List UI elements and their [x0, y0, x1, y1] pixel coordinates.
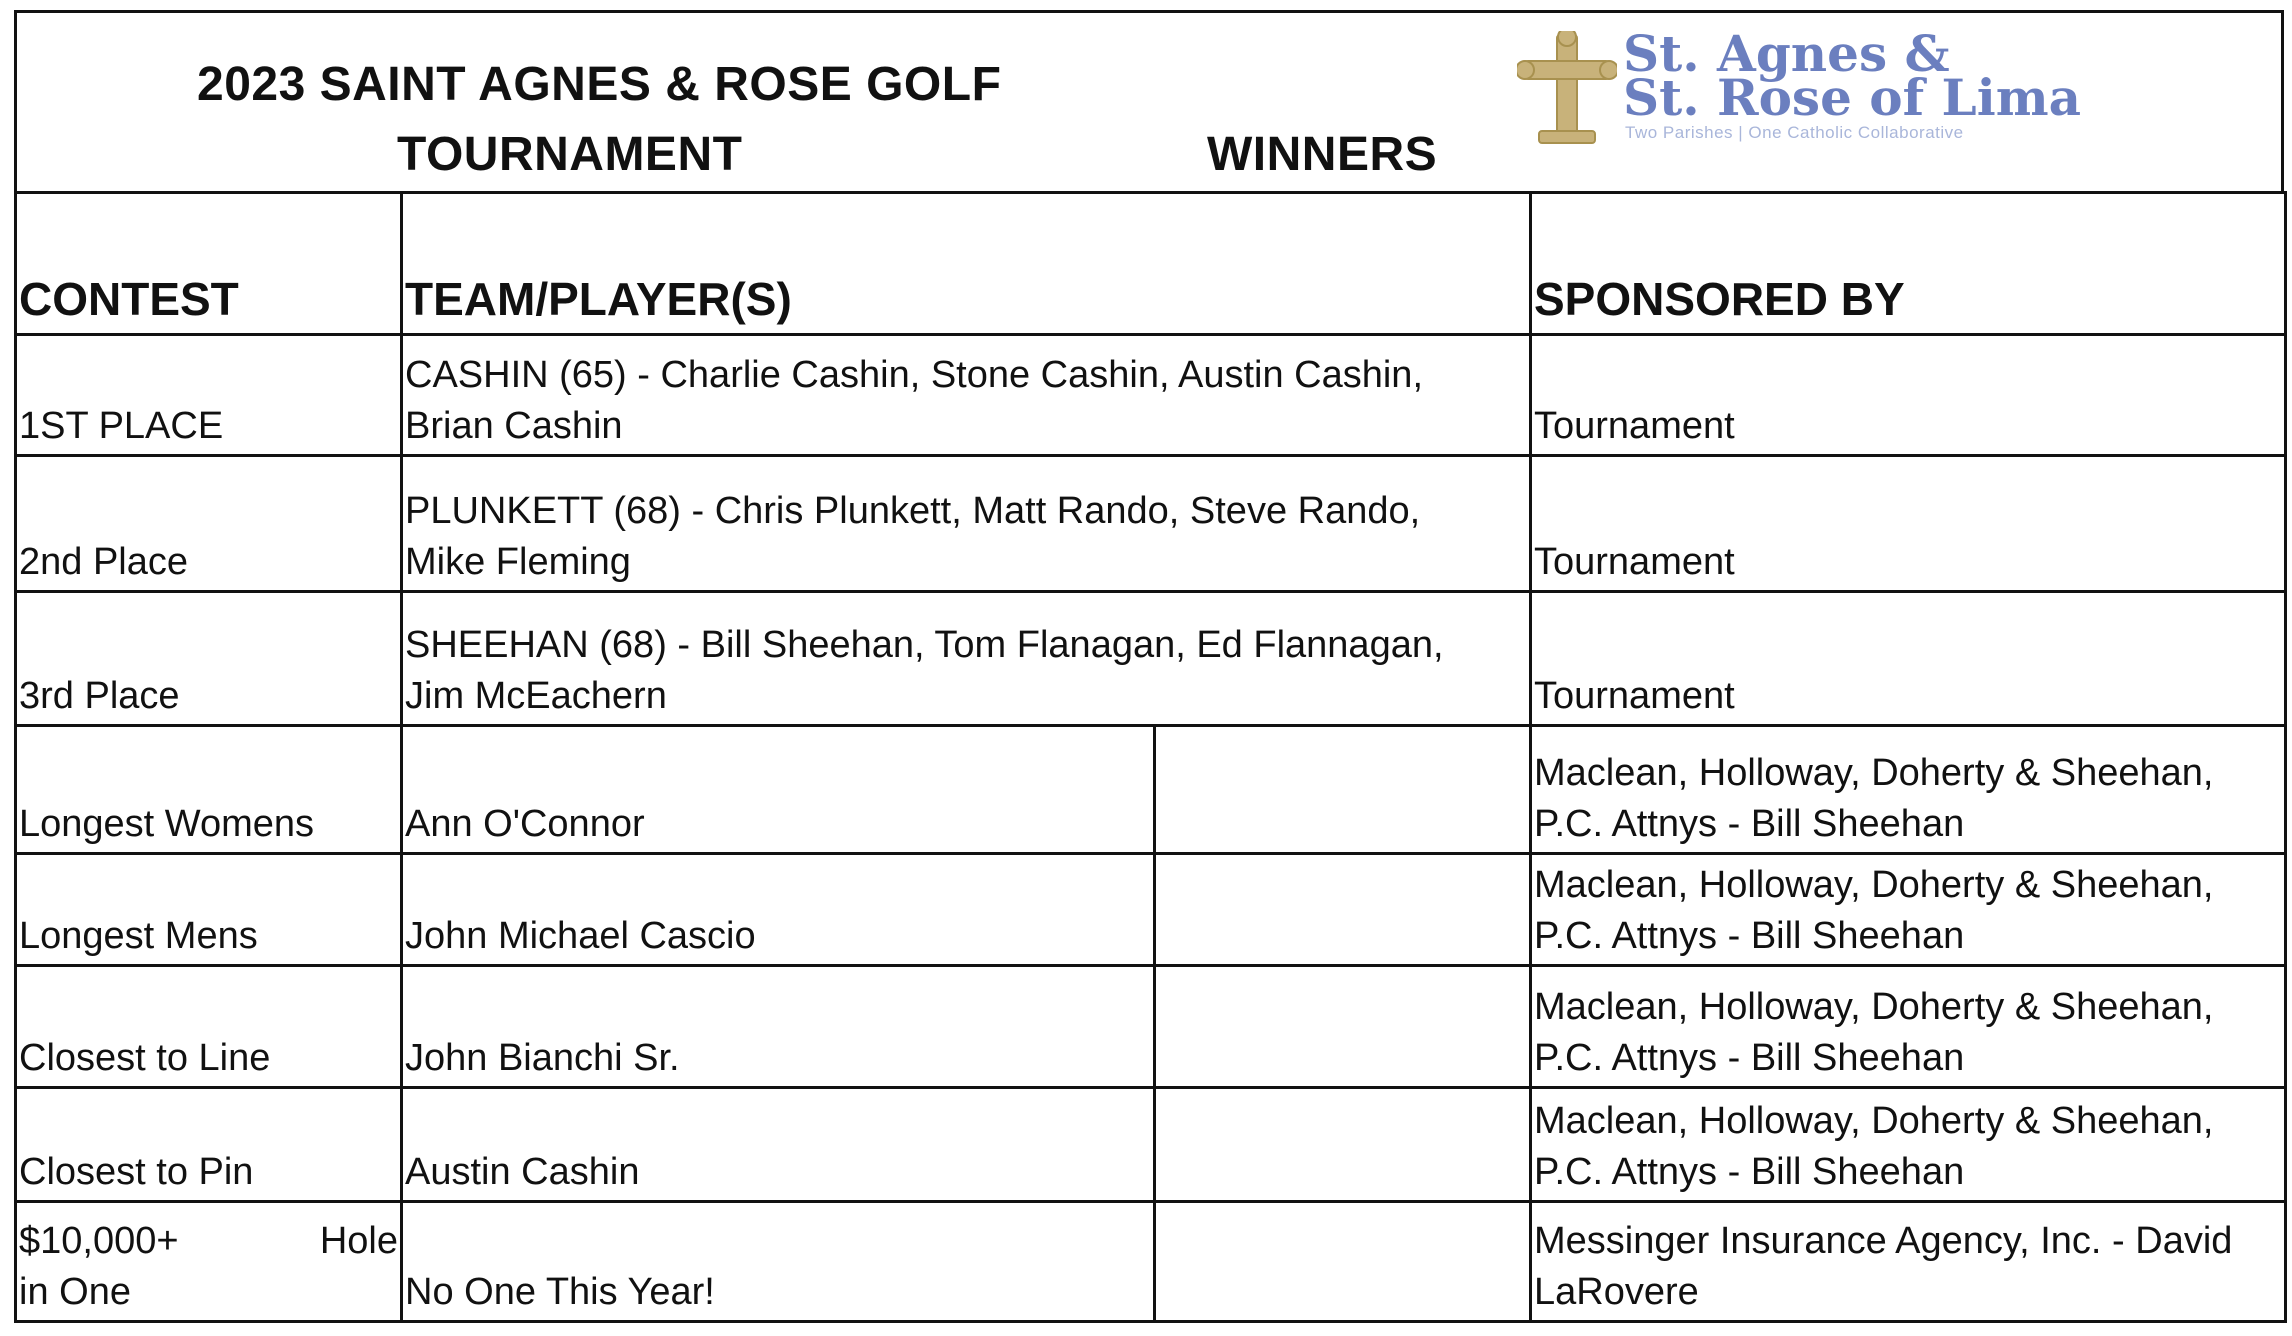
contest-line	[19, 1216, 398, 1267]
sponsor-cell	[1531, 1202, 2286, 1322]
sponsor-cell	[1531, 456, 2286, 592]
team-line: PLUNKETT (68) - Chris Plunkett, Matt Rando, Steve Rando,	[405, 490, 1421, 532]
table-row	[16, 592, 2286, 726]
table-row	[16, 726, 2286, 854]
team-line: Jim McEachern	[405, 675, 667, 717]
contest-cell: 1ST PLACE	[16, 335, 402, 456]
team-cell: John Bianchi Sr.	[402, 966, 1155, 1088]
sponsor-line: P.C. Attnys - Bill Sheehan	[1534, 1037, 1965, 1079]
team-cell: No One This Year!	[402, 1202, 1155, 1322]
sponsor-cell	[1531, 854, 2286, 966]
team-line: Mike Fleming	[405, 541, 631, 583]
sponsor-cell	[1531, 966, 2286, 1088]
sponsor-line: Tournament	[1534, 405, 1735, 447]
column-header-sponsor: SPONSORED BY	[1531, 193, 2286, 335]
table-header-row	[16, 193, 2286, 335]
contest-cell: Closest to Line	[16, 966, 402, 1088]
contest-cell: Longest Mens	[16, 854, 402, 966]
team-cell: Austin Cashin	[402, 1088, 1155, 1202]
sponsor-line: Maclean, Holloway, Doherty & Sheehan,	[1534, 864, 2214, 906]
contest-part: Hole	[319, 1220, 398, 1262]
empty-cell	[1155, 1202, 1531, 1322]
sponsor-cell	[1531, 1088, 2286, 1202]
empty-cell	[1155, 966, 1531, 1088]
cross-icon	[1517, 31, 1617, 151]
contest-part: $10,000+	[19, 1220, 179, 1262]
team-line: CASHIN (65) - Charlie Cashin, Stone Cashin, Austin Cashin,	[405, 354, 1424, 396]
team-line: Brian Cashin	[405, 405, 623, 447]
empty-cell	[1155, 726, 1531, 854]
empty-cell	[1155, 854, 1531, 966]
empty-cell	[1155, 1088, 1531, 1202]
table-row	[16, 1088, 2286, 1202]
contest-cell: 3rd Place	[16, 592, 402, 726]
page-title-line-3: WINNERS	[1207, 128, 1438, 181]
sponsor-line: Tournament	[1534, 541, 1735, 583]
table-row	[16, 456, 2286, 592]
page-title-line-2: TOURNAMENT	[397, 128, 743, 181]
logo-name-line-1: St. Agnes &	[1623, 24, 1950, 83]
column-header-contest: CONTEST	[16, 193, 402, 335]
sponsor-line: Maclean, Holloway, Doherty & Sheehan,	[1534, 752, 2214, 794]
sponsor-line: Tournament	[1534, 675, 1735, 717]
sponsor-line: LaRovere	[1534, 1271, 1699, 1313]
contest-cell: Longest Womens	[16, 726, 402, 854]
winners-table	[14, 191, 2287, 1323]
column-header-team: TEAM/PLAYER(S)	[402, 193, 1531, 335]
logo-name-line-2: St. Rose of Lima	[1623, 68, 2082, 127]
contest-cell: 2nd Place	[16, 456, 402, 592]
contest-cell	[16, 1202, 402, 1322]
contest-cell: Closest to Pin	[16, 1088, 402, 1202]
sponsor-cell	[1531, 335, 2286, 456]
header	[14, 10, 2284, 191]
team-cell	[402, 335, 1531, 456]
team-line: SHEEHAN (68) - Bill Sheehan, Tom Flanagan, Ed Flannagan,	[405, 624, 1444, 666]
logo-tagline: Two Parishes | One Catholic Collaborative	[1625, 123, 1964, 142]
sponsor-line: Messinger Insurance Agency, Inc. - David	[1534, 1220, 2233, 1262]
sponsor-line: Maclean, Holloway, Doherty & Sheehan,	[1534, 986, 2214, 1028]
contest-line: in One	[19, 1271, 131, 1313]
team-cell: John Michael Cascio	[402, 854, 1155, 966]
sponsor-cell	[1531, 726, 2286, 854]
table-row	[16, 1202, 2286, 1322]
sponsor-line: Maclean, Holloway, Doherty & Sheehan,	[1534, 1100, 2214, 1142]
sponsor-cell	[1531, 592, 2286, 726]
parish-logo	[1517, 23, 2117, 143]
team-cell	[402, 592, 1531, 726]
team-cell	[402, 456, 1531, 592]
sponsor-line: P.C. Attnys - Bill Sheehan	[1534, 915, 1965, 957]
page-title-line-1: 2023 SAINT AGNES & ROSE GOLF	[197, 58, 1002, 111]
sponsor-line: P.C. Attnys - Bill Sheehan	[1534, 1151, 1965, 1193]
table-row	[16, 335, 2286, 456]
table-row	[16, 854, 2286, 966]
team-cell: Ann O'Connor	[402, 726, 1155, 854]
table-row	[16, 966, 2286, 1088]
sponsor-line: P.C. Attnys - Bill Sheehan	[1534, 803, 1965, 845]
